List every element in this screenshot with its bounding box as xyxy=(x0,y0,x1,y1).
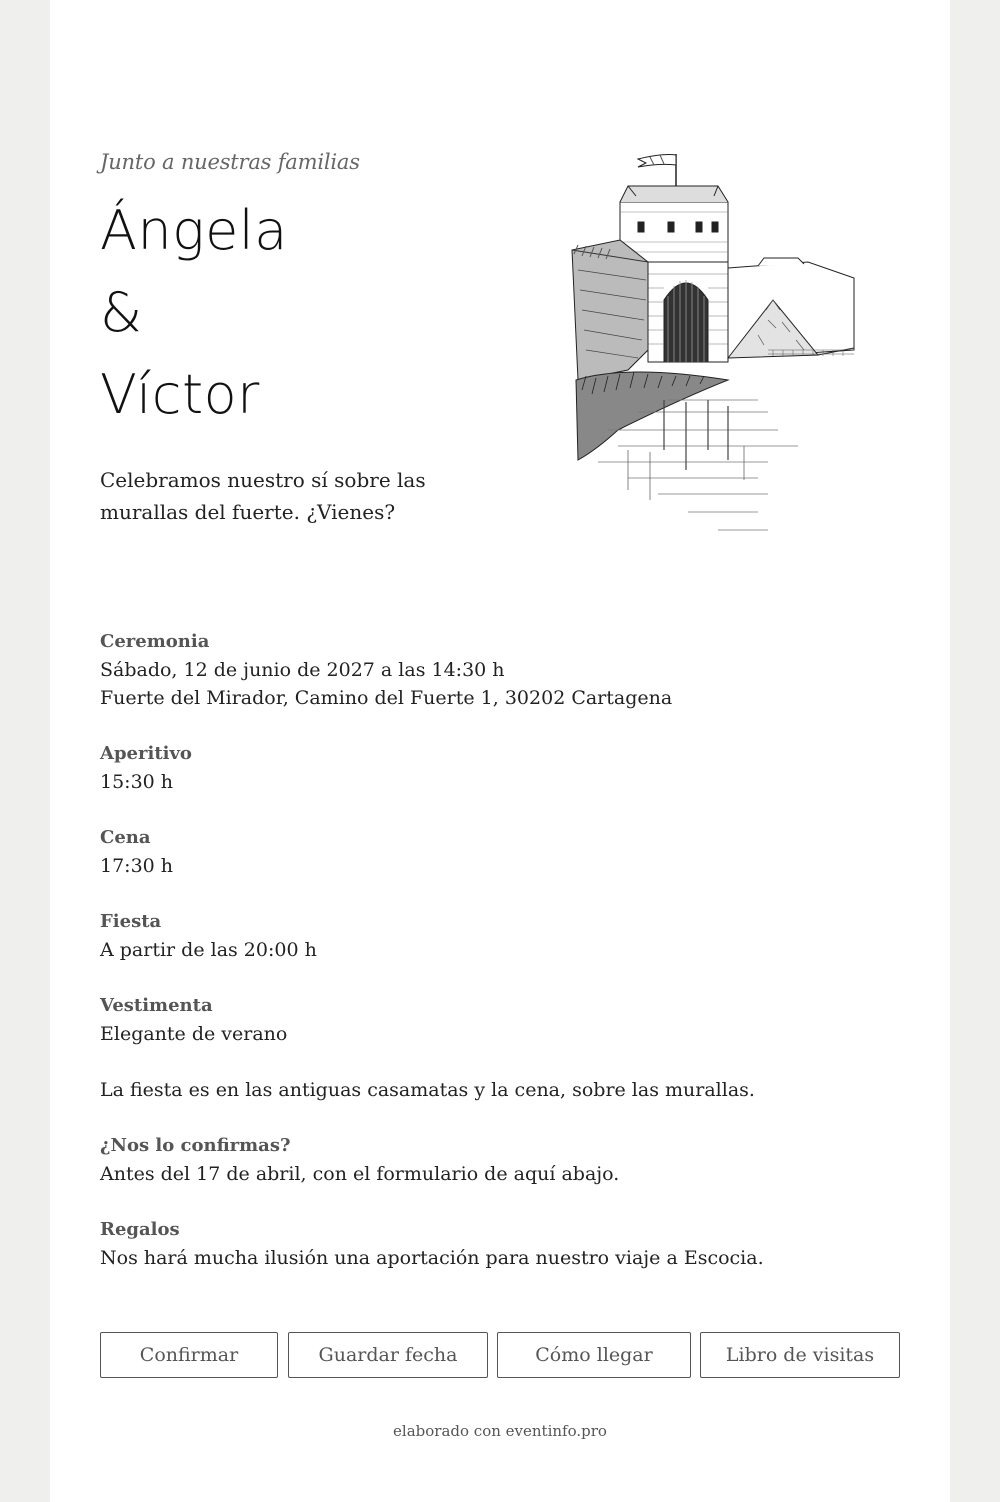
invitation-card xyxy=(50,0,950,1502)
dinner-time: 17:30 h xyxy=(100,855,174,877)
footer-credit[interactable]: elaborado con eventinfo.pro xyxy=(393,1422,607,1440)
dress-label: Vestimenta xyxy=(100,995,213,1016)
rsvp-value: Antes del 17 de abril, con el formulario de aquí abajo. xyxy=(100,1163,620,1185)
save-date-button[interactable]: Guardar fecha xyxy=(288,1332,488,1378)
aperitif-block xyxy=(100,740,900,796)
invite-message: Celebramos nuestro sí sobre las murallas del fuerte. ¿Vienes? xyxy=(100,468,426,524)
party-time: A partir de las 20:00 h xyxy=(100,939,317,961)
venue-note: La fiesta es en las antiguas casamatas y la cena, sobre las murallas. xyxy=(100,1079,755,1101)
aperitif-label: Aperitivo xyxy=(100,743,192,764)
ampersand: & xyxy=(100,281,143,344)
dinner-block xyxy=(100,824,900,880)
gifts-label: Regalos xyxy=(100,1219,180,1240)
dress-block xyxy=(100,992,900,1048)
ceremony-date: Sábado, 12 de junio de 2027 a las 14:30 h xyxy=(100,659,505,681)
gifts-block xyxy=(100,1216,900,1272)
dinner-label: Cena xyxy=(100,827,151,848)
intro-section xyxy=(100,150,560,528)
guestbook-button[interactable]: Libro de visitas xyxy=(700,1332,900,1378)
name-two: Víctor xyxy=(100,363,260,426)
rsvp-label: ¿Nos lo confirmas? xyxy=(100,1135,291,1156)
name-one: Ángela xyxy=(100,199,288,262)
party-label: Fiesta xyxy=(100,911,162,932)
aperitif-time: 15:30 h xyxy=(100,771,174,793)
directions-button[interactable]: Cómo llegar xyxy=(497,1332,691,1378)
fortress-gate-sketch-icon xyxy=(568,150,858,545)
action-buttons xyxy=(100,1332,900,1380)
rsvp-block xyxy=(100,1132,900,1188)
party-block xyxy=(100,908,900,964)
ceremony-place: Fuerte del Mirador, Camino del Fuerte 1, 30202 Cartagena xyxy=(100,687,673,709)
tagline: Junto a nuestras familias xyxy=(100,150,360,174)
gifts-value: Nos hará mucha ilusión una aportación para nuestro viaje a Escocia. xyxy=(100,1247,764,1269)
ceremony-label: Ceremonia xyxy=(100,631,210,652)
dress-value: Elegante de verano xyxy=(100,1023,288,1045)
event-details xyxy=(100,628,900,1300)
ceremony-block xyxy=(100,628,900,712)
confirm-button[interactable]: Confirmar xyxy=(100,1332,278,1378)
